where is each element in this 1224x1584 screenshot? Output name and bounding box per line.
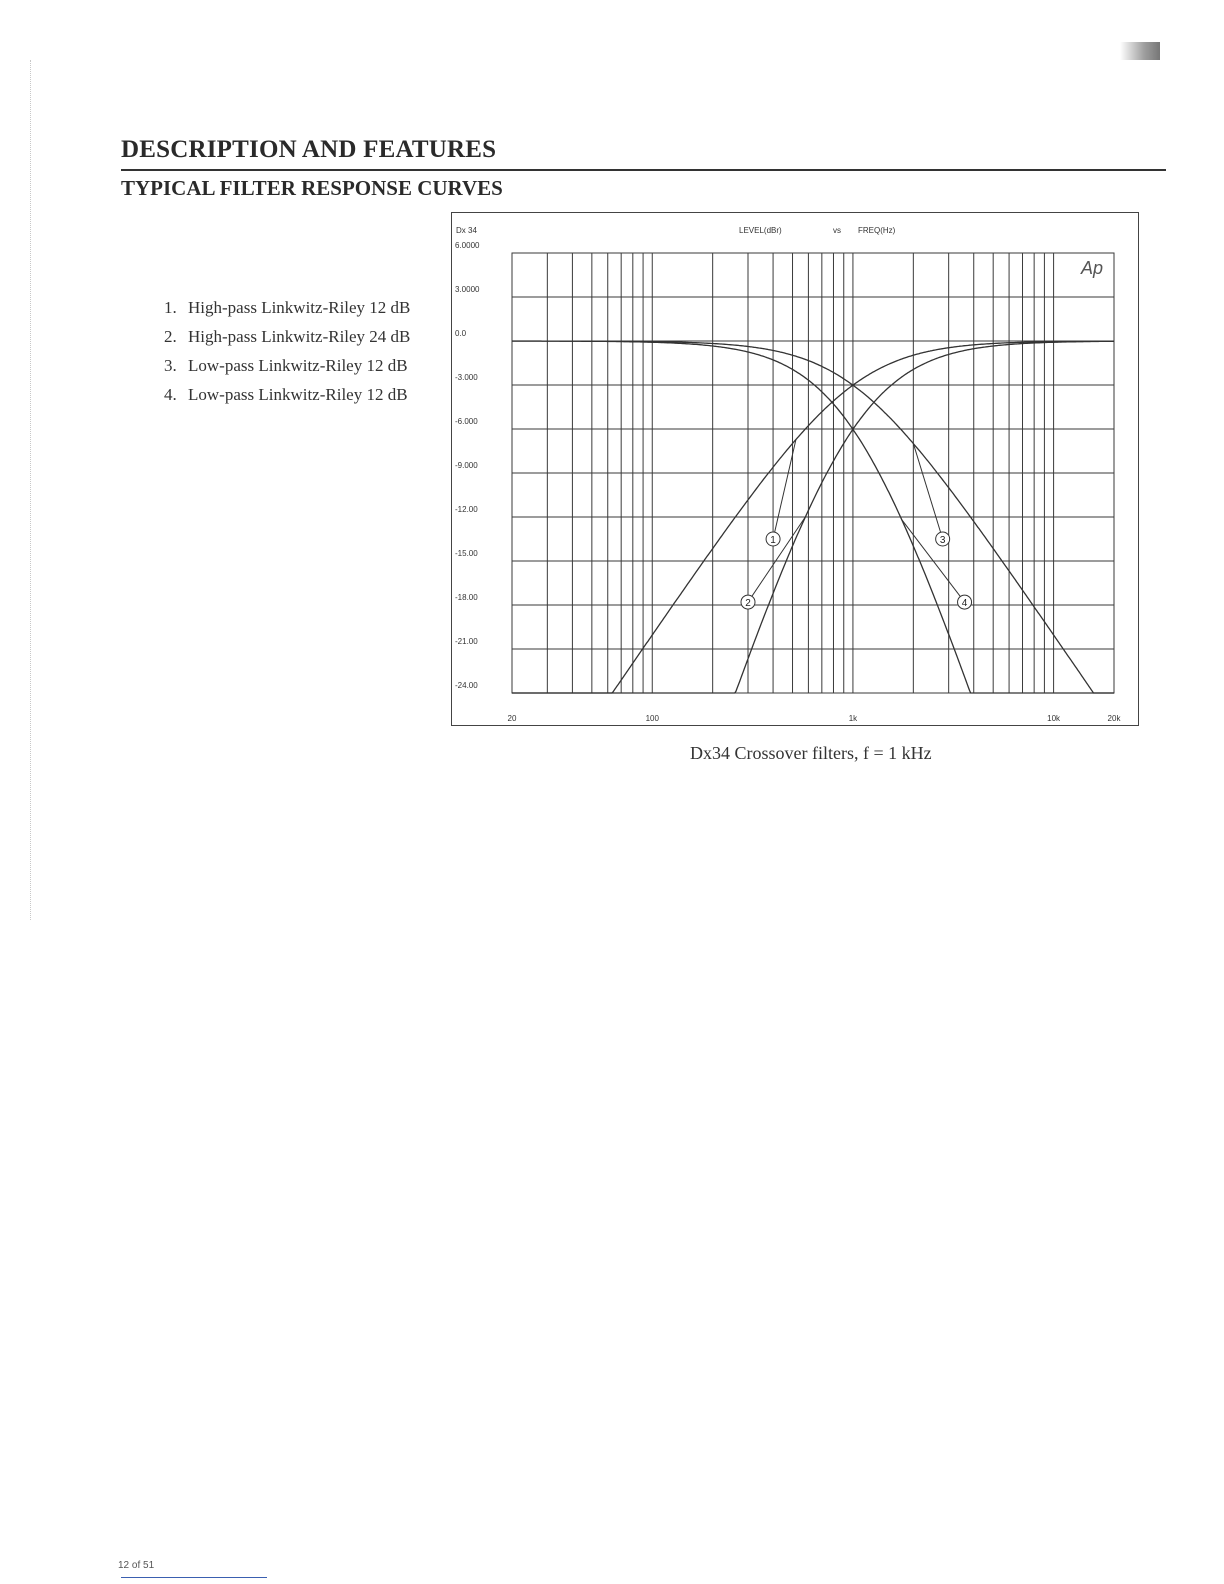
scan-edge: [30, 60, 32, 920]
chart-title: LEVEL(dBr): [739, 226, 782, 235]
legend-number: 4.: [164, 385, 177, 404]
y-tick-label: -18.00: [455, 593, 478, 602]
y-tick-label: -15.00: [455, 549, 478, 558]
scan-artifact: [1120, 42, 1160, 60]
legend-number: 2.: [164, 327, 177, 346]
y-tick-label: -9.000: [455, 461, 478, 470]
x-tick-label: 100: [645, 714, 659, 723]
section-heading: DESCRIPTION AND FEATURES: [121, 136, 497, 163]
ap-logo: Ap: [1081, 258, 1104, 278]
x-tick-label: 20: [507, 714, 517, 723]
y-tick-label: -3.000: [455, 373, 478, 382]
marker-leader-3: [913, 444, 942, 539]
x-tick-label: 1k: [848, 714, 858, 723]
legend-text: High-pass Linkwitz-Riley 12 dB: [188, 298, 411, 317]
legend-item: [164, 322, 410, 351]
y-tick-label: -12.00: [455, 505, 478, 514]
chart-labels: [456, 226, 1103, 278]
legend-item: [164, 380, 410, 409]
chart-id-label: Dx 34: [456, 226, 477, 235]
legend-text: High-pass Linkwitz-Riley 24 dB: [188, 327, 411, 346]
x-tick-label: 10k: [1047, 714, 1061, 723]
y-tick-label: -6.000: [455, 417, 478, 426]
y-tick-label: 3.0000: [455, 285, 480, 294]
y-tick-label: 0.0: [455, 329, 467, 338]
marker-number-1: 1: [770, 535, 776, 546]
legend-number: 1.: [164, 298, 177, 317]
section-subheading: TYPICAL FILTER RESPONSE CURVES: [121, 176, 503, 200]
grid: [512, 253, 1114, 693]
footer-rule: [121, 1577, 267, 1578]
legend-number: 3.: [164, 356, 177, 375]
marker-number-3: 3: [939, 535, 946, 546]
filter-response-chart: [451, 212, 1139, 726]
y-tick-label: -24.00: [455, 681, 478, 690]
y-tick-label: 6.0000: [455, 241, 480, 250]
curve-legend: [164, 293, 410, 409]
marker-number-2: 2: [745, 598, 751, 610]
marker-number-4: 4: [961, 598, 968, 610]
chart-title-x: FREQ(Hz): [858, 226, 896, 235]
heading-rule: [121, 169, 1166, 171]
y-tick-label: -21.00: [455, 637, 478, 646]
legend-text: Low-pass Linkwitz-Riley 12 dB: [188, 356, 408, 375]
legend-text: Low-pass Linkwitz-Riley 12 dB: [188, 385, 408, 404]
legend-item: [164, 293, 410, 322]
chart-title-vs: vs: [833, 226, 841, 235]
marker-leader-2: [748, 517, 805, 602]
tick-labels: [455, 241, 1121, 723]
page-number: 12 of 51: [118, 1560, 155, 1571]
figure-caption: Dx34 Crossover filters, f = 1 kHz: [690, 743, 932, 763]
legend-item: [164, 351, 410, 380]
x-tick-label: 20k: [1107, 714, 1121, 723]
